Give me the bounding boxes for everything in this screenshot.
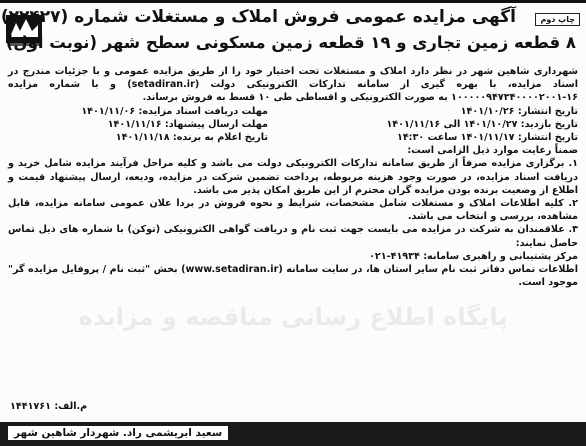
note-item: ۱. برگزاری مزایده صرفاً از طریق سامانه تدارکات الکترونیکی دولت می باشد و کلیه مراحل فرآیند مزایده شامل خرید و دریافت اسناد مزایده، در صورت وجود هزینه مربوطه، پرداخت تضمین شرکت در مزایده، ودیعه، ارسال پیشنهاد قیمت و اطلاع از وضعیت برنده بودن مزایده گران محترم از این طریق امکان پذیر می باشد. bbox=[8, 158, 578, 196]
winner-date: تاریخ اعلام به برنده: ۱۴۰۱/۱۱/۱۸ bbox=[115, 132, 268, 144]
intro-paragraph: شهرداری شاهین شهر در نظر دارد املاک و مستغلات تحت اختیار خود را از طریق مزایده عمومی و با جزئیات مندرج در اسناد مزایده، با بهره گیری از سامانه تدارکات الکترونیکی دولت (setadiran.ir) و با شماره مزایده ۱۶-۱۰۰۰۰۰۹۴۷۳۴۰۰۰۰۲۰۰۱ به صورت الکترونیکی و اقساطی طی ۱۰ قسط به فروش برساند. bbox=[8, 66, 579, 104]
footer-bar bbox=[0, 422, 586, 446]
dates-block bbox=[8, 105, 578, 145]
notice-body bbox=[8, 65, 578, 289]
dates-left-column bbox=[8, 105, 268, 145]
notice-title: آگهی مزایده عمومی فروش املاک و مستغلات شماره (۲۲۴۲۷) bbox=[0, 7, 516, 27]
docs-deadline: مهلت دریافت اسناد مزایده: ۱۴۰۱/۱۱/۰۶ bbox=[81, 105, 268, 117]
info-line: اطلاعات تماس دفاتر ثبت نام سایر استان ها، در سایت سامانه (www.setadiran.ir) بخش "ثبت نام / پروفایل مزایده گر" موجود است. bbox=[8, 264, 578, 289]
watermark: پایگاه اطلاع رسانی مناقصه و مزایده bbox=[78, 303, 508, 331]
note-item: ۲. کلیه اطلاعات املاک و مستغلات شامل مشخصات، شرایط و نحوه فروش در بردا علان عمومی سامانه مزایده، قابل مشاهده، بررسی و انتخاب می باشد. bbox=[8, 198, 578, 223]
bid-deadline: مهلت ارسال پیشنهاد: ۱۴۰۱/۱۱/۱۶ bbox=[107, 118, 268, 130]
dates-right-column bbox=[278, 105, 578, 145]
note-item: ۳. علاقمندان به شرکت در مزایده می بایست جهت ثبت نام و دریافت گواهی الکترونیکی (توکن) با شماره های ذیل تماس حاصل نمایند: bbox=[8, 224, 578, 249]
publish-date: تاریخ انتشار: ۱۴۰۱/۱۰/۲۶ bbox=[460, 105, 578, 117]
support-line: مرکز پشتیبانی و راهبری سامانه: ۴۱۹۳۴-۰۲۱ bbox=[369, 250, 578, 262]
opening-date: تاریخ انتشار: ۱۴۰۱/۱۱/۱۷ ساعت ۱۴:۳۰ bbox=[396, 132, 578, 144]
notes-heading: ضمناً رعایت موارد ذیل الزامی است: bbox=[407, 145, 578, 157]
visit-date: تاریخ بازدید: ۱۴۰۱/۱۰/۲۷ الی ۱۴۰۱/۱۱/۱۶ bbox=[386, 118, 578, 130]
notice-subtitle: ۸ قطعه زمین تجاری و ۱۹ قطعه زمین مسکونی سطح شهر (نوبت اول) bbox=[5, 33, 576, 52]
notice-code: م.الف: ۱۴۴۱۷۶۱ bbox=[10, 401, 88, 412]
edition-badge: چاپ دوم bbox=[535, 13, 580, 26]
footer-signature: سعید ابریشمی راد. شهردار شاهین شهر bbox=[8, 426, 228, 440]
